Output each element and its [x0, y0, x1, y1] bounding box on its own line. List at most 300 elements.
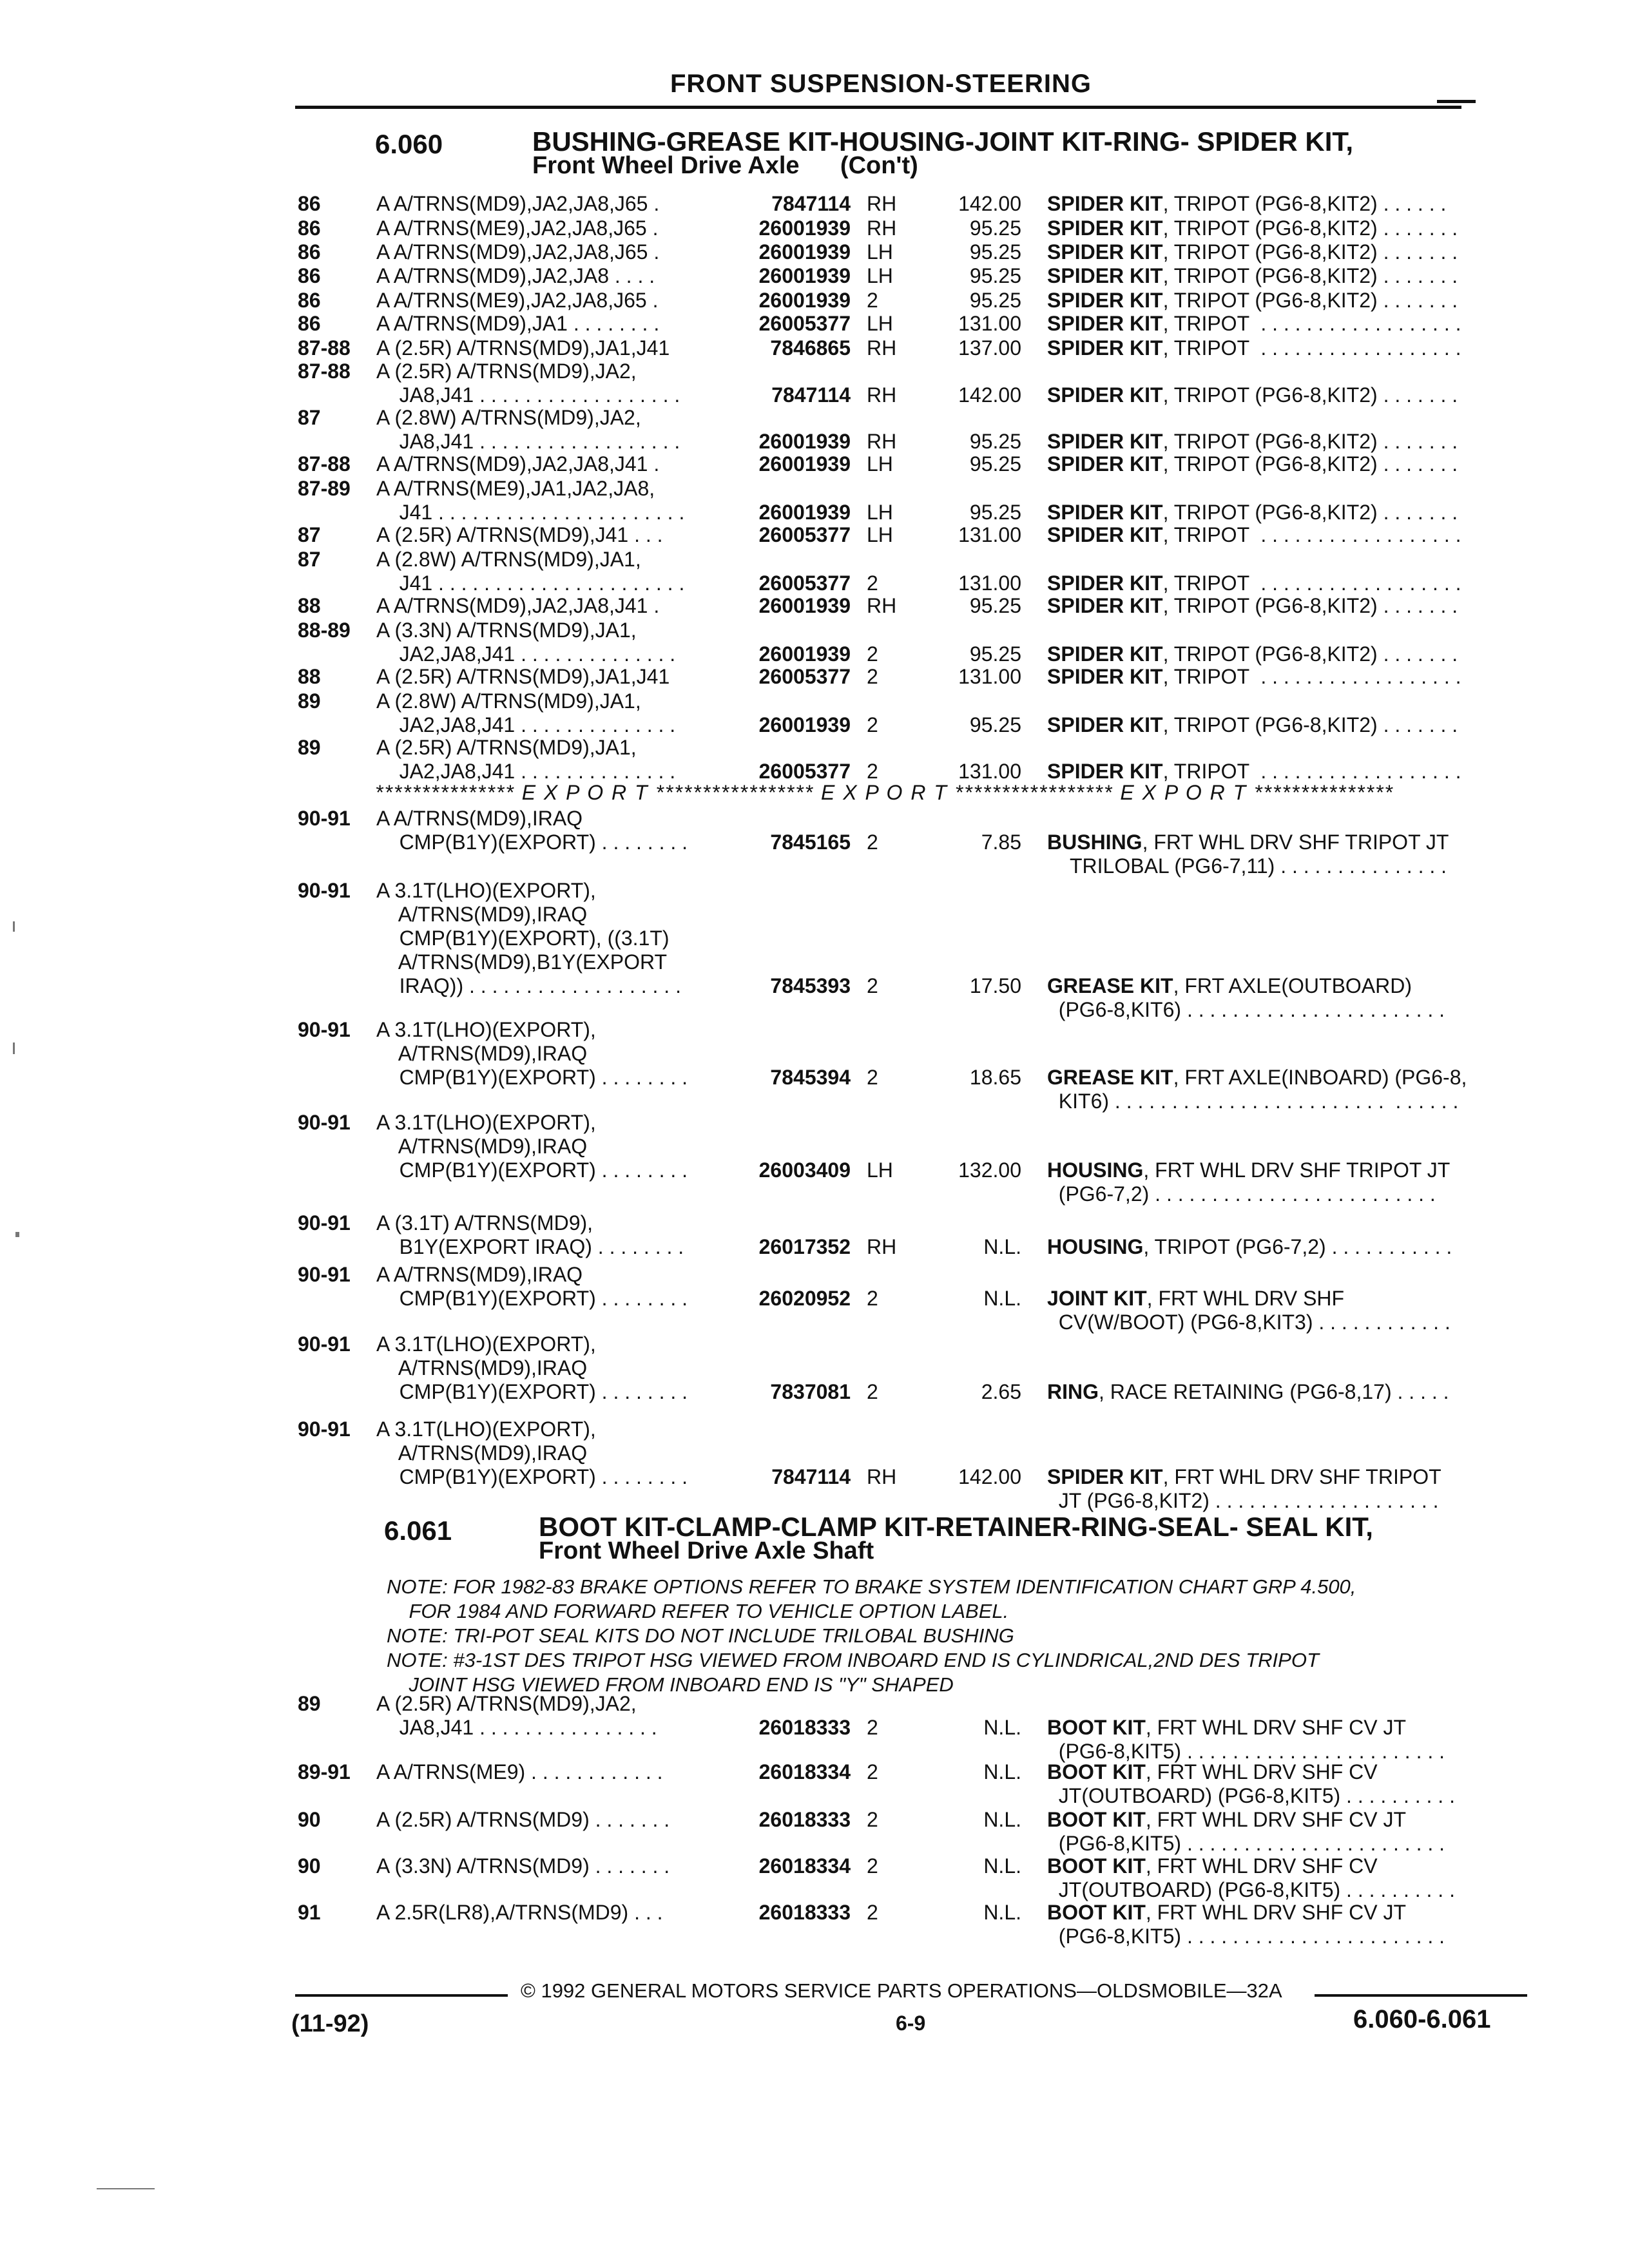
- price: 95.25: [969, 216, 1021, 240]
- application-line: A A/TRNS(ME9),JA2,JA8,J65 .: [376, 216, 659, 240]
- quantity: LH: [867, 452, 893, 476]
- application-description: [376, 192, 724, 216]
- part-description-line: [1047, 240, 1511, 264]
- part-description: [1047, 192, 1511, 216]
- application-description: [376, 240, 724, 264]
- part-description-line: [1047, 760, 1511, 783]
- application-line: A (2.5R) A/TRNS(MD9),JA2,: [376, 360, 637, 383]
- part-name: BOOT KIT: [1047, 1901, 1146, 1924]
- part-description: [1047, 1760, 1511, 1808]
- model-year: 91: [298, 1901, 321, 1924]
- part-description-line: TRILOBAL (PG6-7,11) . . . . . . . . . . . . . . .: [1047, 854, 1447, 878]
- quantity: 2: [867, 1287, 878, 1310]
- footer-page-number: 6-9: [896, 2012, 926, 2035]
- part-description-line: [1047, 642, 1511, 666]
- part-number: 7847114: [771, 192, 851, 215]
- part-detail: , TRIPOT (PG6-8,KIT2) . . . . . . .: [1162, 713, 1458, 736]
- part-description-line: [1047, 572, 1511, 595]
- footer-date: (11-92): [291, 2010, 369, 2037]
- export-banner: *************** E X P O R T ***************** E X P O R T ***************** E X P O R T ***************: [375, 781, 1394, 804]
- application-description: [376, 289, 724, 312]
- part-description-line: [1047, 192, 1511, 216]
- section-number: 6.060: [375, 129, 443, 159]
- application-line: A 3.1T(LHO)(EXPORT),: [376, 1418, 596, 1441]
- part-number: 26001939: [758, 289, 851, 312]
- price: 95.25: [969, 264, 1021, 287]
- part-name: SPIDER KIT: [1047, 713, 1163, 736]
- application-description: [376, 336, 724, 360]
- part-name: SPIDER KIT: [1047, 312, 1163, 335]
- part-detail: , TRIPOT . . . . . . . . . . . . . . . . . .: [1162, 523, 1461, 546]
- application-line: CMP(B1Y)(EXPORT) . . . . . . . .: [376, 1158, 688, 1182]
- part-description-line: [1047, 713, 1511, 737]
- part-description-line: [1047, 1158, 1511, 1182]
- application-line: A A/TRNS(MD9),JA2,JA8,J65 .: [376, 240, 660, 264]
- part-description: [1047, 383, 1511, 407]
- part-name: SPIDER KIT: [1047, 289, 1163, 312]
- part-name: SPIDER KIT: [1047, 572, 1163, 595]
- scan-speck: [13, 1043, 15, 1054]
- application-line: A A/TRNS(MD9),JA1 . . . . . . . .: [376, 312, 660, 335]
- part-description: [1047, 336, 1511, 360]
- model-year: 89: [298, 689, 321, 713]
- part-number: 7847114: [771, 1465, 851, 1488]
- quantity: 2: [867, 1066, 878, 1089]
- part-description-line: [1047, 216, 1511, 240]
- model-year: 86: [298, 289, 321, 312]
- quantity: 2: [867, 665, 878, 688]
- model-year: 90-91: [298, 1263, 351, 1286]
- quantity: 2: [867, 760, 878, 783]
- price: 142.00: [958, 1465, 1021, 1488]
- application-line: CMP(B1Y)(EXPORT) . . . . . . . .: [376, 1380, 688, 1403]
- part-number: 26001939: [758, 216, 851, 240]
- model-year: 88: [298, 665, 321, 688]
- part-description: [1047, 1465, 1511, 1513]
- application-line: A (2.5R) A/TRNS(MD9) . . . . . . .: [376, 1808, 670, 1831]
- part-description-line: [1047, 264, 1511, 288]
- part-name: SPIDER KIT: [1047, 501, 1163, 524]
- application-line: A A/TRNS(MD9),JA2,JA8,J41 .: [376, 594, 660, 617]
- part-description: [1047, 312, 1511, 336]
- part-number: 26001939: [758, 642, 851, 666]
- part-name: BOOT KIT: [1047, 1760, 1146, 1783]
- part-description: [1047, 572, 1511, 595]
- part-detail: , TRIPOT (PG6-8,KIT2) . . . . . . .: [1162, 383, 1458, 407]
- quantity: LH: [867, 264, 893, 287]
- model-year: 87-88: [298, 336, 351, 360]
- part-description: [1047, 1854, 1511, 1902]
- part-number: 7845394: [770, 1066, 851, 1089]
- part-description-line: (PG6-7,2) . . . . . . . . . . . . . . . . . . . . . . . . .: [1047, 1182, 1436, 1206]
- part-detail: , TRIPOT (PG6-8,KIT2) . . . . . . .: [1162, 264, 1458, 287]
- part-number: 26018334: [758, 1854, 851, 1878]
- price: 95.25: [969, 430, 1021, 453]
- price: 7.85: [981, 831, 1021, 854]
- part-description-line: [1047, 1760, 1511, 1784]
- part-detail: , FRT WHL DRV SHF: [1146, 1287, 1345, 1310]
- application-line: A (2.5R) A/TRNS(MD9),JA2,: [376, 1692, 637, 1715]
- part-number: 26001939: [758, 713, 851, 736]
- part-number: 26018333: [758, 1901, 851, 1924]
- application-description: [376, 360, 724, 407]
- price: 131.00: [958, 572, 1021, 595]
- model-year: 87-88: [298, 360, 351, 383]
- part-description-line: [1047, 501, 1511, 524]
- scan-speck: [15, 1232, 19, 1237]
- part-number: 26001939: [758, 501, 851, 524]
- part-description-line: [1047, 594, 1511, 618]
- application-line: A/TRNS(MD9),IRAQ: [376, 903, 588, 926]
- quantity: LH: [867, 1158, 893, 1182]
- part-number: 7847114: [771, 383, 851, 407]
- part-name: HOUSING: [1047, 1235, 1144, 1258]
- part-description-line: [1047, 1716, 1511, 1740]
- part-description: [1047, 760, 1511, 783]
- model-year: 87: [298, 406, 321, 429]
- application-line: B1Y(EXPORT IRAQ) . . . . . . . .: [376, 1235, 684, 1258]
- part-description-line: [1047, 336, 1511, 360]
- part-description-line: (PG6-8,KIT5) . . . . . . . . . . . . . . . . . . . . . . .: [1047, 1832, 1445, 1855]
- part-description-line: JT(OUTBOARD) (PG6-8,KIT5) . . . . . . . . . .: [1047, 1878, 1455, 1901]
- part-number: 26017352: [758, 1235, 851, 1258]
- part-description-line: [1047, 1808, 1511, 1832]
- price: 95.25: [969, 240, 1021, 264]
- application-description: [376, 523, 724, 547]
- model-year: 88: [298, 594, 321, 617]
- price: N.L.: [983, 1287, 1021, 1310]
- part-number: 26020952: [758, 1287, 851, 1310]
- part-name: BOOT KIT: [1047, 1808, 1146, 1831]
- application-line: J41 . . . . . . . . . . . . . . . . . . . . . .: [376, 501, 685, 524]
- model-year: 89: [298, 1692, 321, 1715]
- part-description: [1047, 1066, 1511, 1113]
- part-description-line: [1047, 1066, 1511, 1090]
- running-head: FRONT SUSPENSION-STEERING: [670, 70, 1092, 98]
- part-detail: , FRT WHL DRV SHF CV JT: [1145, 1808, 1407, 1831]
- application-line: A A/TRNS(MD9),JA2,JA8,J41 .: [376, 452, 660, 476]
- application-description: [376, 807, 724, 854]
- part-number: 7837081: [770, 1380, 851, 1403]
- part-number: 26001939: [758, 264, 851, 287]
- section-subtitle: Front Wheel Drive Axle Shaft: [539, 1537, 874, 1564]
- part-detail: , TRIPOT (PG6-8,KIT2) . . . . . . .: [1162, 240, 1458, 264]
- price: 17.50: [969, 974, 1021, 997]
- part-description: [1047, 1901, 1511, 1948]
- application-description: [376, 477, 724, 524]
- part-name: SPIDER KIT: [1047, 452, 1163, 476]
- part-number: 7846865: [770, 336, 851, 360]
- footer-section-range: 6.060-6.061: [1353, 2005, 1491, 2033]
- model-year: 87-89: [298, 477, 351, 500]
- part-detail: , TRIPOT (PG6-8,KIT2) . . . . . . .: [1162, 501, 1458, 524]
- part-description-line: [1047, 974, 1511, 998]
- quantity: 2: [867, 572, 878, 595]
- section-title: BOOT KIT-CLAMP-CLAMP KIT-RETAINER-RING-SEAL- SEAL KIT,: [539, 1512, 1373, 1542]
- model-year: 86: [298, 240, 321, 264]
- application-description: [376, 312, 724, 336]
- part-description: [1047, 1716, 1511, 1763]
- application-line: A (2.5R) A/TRNS(MD9),JA1,: [376, 736, 637, 759]
- part-detail: , FRT WHL DRV SHF TRIPOT JT: [1143, 1158, 1451, 1182]
- price: 131.00: [958, 312, 1021, 335]
- part-number: 26001939: [758, 594, 851, 617]
- application-description: [376, 452, 724, 476]
- part-description-line: JT (PG6-8,KIT2) . . . . . . . . . . . . . . . . . . . .: [1047, 1489, 1439, 1512]
- part-name: SPIDER KIT: [1047, 594, 1163, 617]
- application-line: A A/TRNS(ME9),JA1,JA2,JA8,: [376, 477, 655, 500]
- application-description: [376, 1111, 724, 1182]
- part-number: 26018333: [758, 1716, 851, 1739]
- part-detail: , TRIPOT (PG6-8,KIT2) . . . . . . .: [1162, 216, 1458, 240]
- part-name: SPIDER KIT: [1047, 240, 1163, 264]
- application-line: JA2,JA8,J41 . . . . . . . . . . . . . .: [376, 713, 676, 736]
- part-description: [1047, 1287, 1511, 1334]
- application-line: A/TRNS(MD9),IRAQ: [376, 1135, 588, 1158]
- price: 95.25: [969, 642, 1021, 666]
- part-name: RING: [1047, 1380, 1099, 1403]
- part-name: BUSHING: [1047, 831, 1142, 854]
- note-line: NOTE: #3-1ST DES TRIPOT HSG VIEWED FROM INBOARD END IS CYLINDRICAL,2ND DES TRIPOT: [387, 1649, 1319, 1671]
- model-year: 87: [298, 523, 321, 546]
- part-name: GREASE KIT: [1047, 1066, 1173, 1089]
- application-line: JA2,JA8,J41 . . . . . . . . . . . . . .: [376, 642, 676, 666]
- quantity: RH: [867, 430, 897, 453]
- part-number: 26018334: [758, 1760, 851, 1783]
- part-number: 26005377: [758, 760, 851, 783]
- part-detail: , FRT AXLE(INBOARD) (PG6-8,: [1173, 1066, 1467, 1089]
- application-description: [376, 1263, 724, 1311]
- part-detail: , TRIPOT (PG6-8,KIT2) . . . . . . .: [1162, 289, 1458, 312]
- price: 95.25: [969, 594, 1021, 617]
- part-description-line: [1047, 1287, 1511, 1311]
- part-name: BOOT KIT: [1047, 1716, 1146, 1739]
- part-detail: , TRIPOT (PG6-8,KIT2) . . . . . . .: [1162, 452, 1458, 476]
- part-detail: , FRT WHL DRV SHF TRIPOT JT: [1142, 831, 1449, 854]
- application-line: J41 . . . . . . . . . . . . . . . . . . . . . .: [376, 572, 685, 595]
- part-name: HOUSING: [1047, 1158, 1144, 1182]
- quantity: 2: [867, 831, 878, 854]
- section-number: 6.061: [384, 1515, 452, 1546]
- application-line: A 3.1T(LHO)(EXPORT),: [376, 879, 596, 902]
- application-line: A (2.5R) A/TRNS(MD9),J41 . . .: [376, 523, 663, 546]
- header-rule-dash: [1437, 100, 1476, 103]
- application-line: A (2.8W) A/TRNS(MD9),JA1,: [376, 548, 641, 571]
- part-number: 26005377: [758, 572, 851, 595]
- part-description: [1047, 665, 1511, 689]
- application-line: A A/TRNS(MD9),IRAQ: [376, 807, 583, 830]
- price: 95.25: [969, 289, 1021, 312]
- price: 142.00: [958, 383, 1021, 407]
- model-year: 87: [298, 548, 321, 571]
- model-year: 90-91: [298, 1111, 351, 1134]
- model-year: 90-91: [298, 879, 351, 902]
- section-subtitle: Front Wheel Drive Axle (Con't): [532, 152, 918, 179]
- price: N.L.: [983, 1901, 1021, 1924]
- scan-speck: [97, 2188, 155, 2189]
- footer-rule-left: [295, 1994, 508, 1997]
- application-line: CMP(B1Y)(EXPORT) . . . . . . . .: [376, 1465, 688, 1488]
- application-description: [376, 879, 724, 998]
- note-line: FOR 1984 AND FORWARD REFER TO VEHICLE OPTION LABEL.: [387, 1600, 1009, 1622]
- quantity: 2: [867, 713, 878, 736]
- note-line: JOINT HSG VIEWED FROM INBOARD END IS "Y" SHAPED: [387, 1673, 954, 1696]
- part-description-line: [1047, 452, 1511, 476]
- part-detail: , FRT WHL DRV SHF CV JT: [1145, 1901, 1407, 1924]
- price: N.L.: [983, 1854, 1021, 1878]
- quantity: 2: [867, 1716, 878, 1739]
- part-detail: , TRIPOT . . . . . . . . . . . . . . . . . .: [1162, 760, 1461, 783]
- part-description: [1047, 240, 1511, 264]
- application-description: [376, 1760, 724, 1784]
- application-description: [376, 1854, 724, 1878]
- application-line: A A/TRNS(MD9),IRAQ: [376, 1263, 583, 1286]
- application-line: A A/TRNS(ME9) . . . . . . . . . . . .: [376, 1760, 663, 1783]
- quantity: RH: [867, 1235, 897, 1258]
- application-line: JA2,JA8,J41 . . . . . . . . . . . . . .: [376, 760, 676, 783]
- application-description: [376, 548, 724, 595]
- application-description: [376, 619, 724, 666]
- quantity: 2: [867, 1808, 878, 1831]
- application-line: A (3.3N) A/TRNS(MD9) . . . . . . .: [376, 1854, 670, 1878]
- header-rule: [295, 106, 1461, 109]
- application-description: [376, 406, 724, 454]
- part-detail: , TRIPOT . . . . . . . . . . . . . . . . . .: [1162, 312, 1461, 335]
- model-year: 90-91: [298, 1418, 351, 1441]
- quantity: LH: [867, 523, 893, 546]
- part-number: 26001939: [758, 240, 851, 264]
- application-description: [376, 1901, 724, 1925]
- part-description: [1047, 501, 1511, 524]
- part-description-line: [1047, 430, 1511, 454]
- application-description: [376, 216, 724, 240]
- quantity: 2: [867, 1380, 878, 1403]
- part-description-line: [1047, 665, 1511, 689]
- part-detail: , FRT AXLE(OUTBOARD): [1173, 974, 1412, 997]
- model-year: 90-91: [298, 1211, 351, 1235]
- part-name: SPIDER KIT: [1047, 192, 1163, 215]
- application-line: A 2.5R(LR8),A/TRNS(MD9) . . .: [376, 1901, 663, 1924]
- part-detail: , TRIPOT . . . . . . . . . . . . . . . . . .: [1162, 336, 1461, 360]
- part-detail: , FRT WHL DRV SHF TRIPOT: [1162, 1465, 1441, 1488]
- part-name: SPIDER KIT: [1047, 1465, 1163, 1488]
- part-description-line: [1047, 1465, 1511, 1489]
- application-description: [376, 264, 724, 288]
- application-description: [376, 1018, 724, 1090]
- part-description-line: [1047, 1380, 1511, 1404]
- application-line: CMP(B1Y)(EXPORT) . . . . . . . .: [376, 831, 688, 854]
- model-year: 90-91: [298, 807, 351, 830]
- part-description-line: [1047, 831, 1511, 854]
- price: N.L.: [983, 1760, 1021, 1783]
- part-number: 26001939: [758, 430, 851, 453]
- price: N.L.: [983, 1808, 1021, 1831]
- application-line: CMP(B1Y)(EXPORT) . . . . . . . .: [376, 1287, 688, 1310]
- application-line: A (2.5R) A/TRNS(MD9),JA1,J41: [376, 665, 670, 688]
- price: 95.25: [969, 452, 1021, 476]
- notes-block: [387, 1575, 1521, 1697]
- part-name: SPIDER KIT: [1047, 383, 1163, 407]
- application-line: A (3.3N) A/TRNS(MD9),JA1,: [376, 619, 637, 642]
- price: 132.00: [958, 1158, 1021, 1182]
- application-line: JA8,J41 . . . . . . . . . . . . . . . .: [376, 1716, 657, 1739]
- scan-speck: [13, 921, 15, 932]
- quantity: RH: [867, 336, 897, 360]
- application-line: A A/TRNS(MD9),JA2,JA8,J65 .: [376, 192, 660, 215]
- part-number: 7845393: [770, 974, 851, 997]
- part-detail: , TRIPOT . . . . . . . . . . . . . . . . . .: [1162, 665, 1461, 688]
- part-detail: , FRT WHL DRV SHF CV: [1145, 1760, 1378, 1783]
- part-detail: , TRIPOT (PG6-8,KIT2) . . . . . .: [1162, 192, 1447, 215]
- part-description-line: JT(OUTBOARD) (PG6-8,KIT5) . . . . . . . . . .: [1047, 1784, 1455, 1807]
- part-name: SPIDER KIT: [1047, 760, 1163, 783]
- part-description: [1047, 289, 1511, 312]
- price: 95.25: [969, 713, 1021, 736]
- price: 131.00: [958, 523, 1021, 546]
- application-description: [376, 689, 724, 737]
- part-description: [1047, 216, 1511, 240]
- part-number: 26003409: [758, 1158, 851, 1182]
- application-description: [376, 736, 724, 783]
- application-line: CMP(B1Y)(EXPORT), ((3.1T): [376, 927, 670, 950]
- model-year: 90-91: [298, 1018, 351, 1041]
- application-line: IRAQ)) . . . . . . . . . . . . . . . . . . .: [376, 974, 681, 997]
- part-name: SPIDER KIT: [1047, 336, 1163, 360]
- price: 95.25: [969, 501, 1021, 524]
- price: 18.65: [969, 1066, 1021, 1089]
- quantity: RH: [867, 192, 897, 215]
- part-detail: , TRIPOT (PG6-8,KIT2) . . . . . . .: [1162, 642, 1458, 666]
- part-number: 26001939: [758, 452, 851, 476]
- application-line: A/TRNS(MD9),IRAQ: [376, 1441, 588, 1465]
- part-description: [1047, 523, 1511, 547]
- model-year: 89: [298, 736, 321, 759]
- part-detail: , RACE RETAINING (PG6-8,17) . . . . .: [1099, 1380, 1449, 1403]
- part-description-line: [1047, 383, 1511, 407]
- part-number: 26005377: [758, 312, 851, 335]
- part-name: BOOT KIT: [1047, 1854, 1146, 1878]
- price: N.L.: [983, 1716, 1021, 1739]
- part-detail: , FRT WHL DRV SHF CV: [1145, 1854, 1378, 1878]
- part-detail: , FRT WHL DRV SHF CV JT: [1145, 1716, 1407, 1739]
- model-year: 90: [298, 1854, 321, 1878]
- application-line: JA8,J41 . . . . . . . . . . . . . . . . . .: [376, 383, 680, 407]
- application-description: [376, 1808, 724, 1832]
- part-name: SPIDER KIT: [1047, 523, 1163, 546]
- quantity: LH: [867, 501, 893, 524]
- price: 131.00: [958, 665, 1021, 688]
- price: 2.65: [981, 1380, 1021, 1403]
- part-description-line: (PG6-8,KIT6) . . . . . . . . . . . . . . . . . . . . . . .: [1047, 998, 1445, 1021]
- quantity: 2: [867, 1901, 878, 1924]
- part-detail: , TRIPOT (PG6-8,KIT2) . . . . . . .: [1162, 430, 1458, 453]
- application-line: A 3.1T(LHO)(EXPORT),: [376, 1332, 596, 1356]
- application-line: A (2.8W) A/TRNS(MD9),JA2,: [376, 406, 641, 429]
- application-line: A A/TRNS(MD9),JA2,JA8 . . . .: [376, 264, 655, 287]
- application-line: A (2.5R) A/TRNS(MD9),JA1,J41: [376, 336, 670, 360]
- part-description: [1047, 713, 1511, 737]
- part-number: 7845165: [770, 831, 851, 854]
- part-description: [1047, 1380, 1511, 1404]
- part-name: JOINT KIT: [1047, 1287, 1147, 1310]
- application-description: [376, 594, 724, 618]
- application-line: A/TRNS(MD9),IRAQ: [376, 1042, 588, 1065]
- part-description: [1047, 974, 1511, 1022]
- application-line: A/TRNS(MD9),IRAQ: [376, 1356, 588, 1379]
- quantity: 2: [867, 289, 878, 312]
- application-description: [376, 1692, 724, 1740]
- part-description: [1047, 1235, 1511, 1259]
